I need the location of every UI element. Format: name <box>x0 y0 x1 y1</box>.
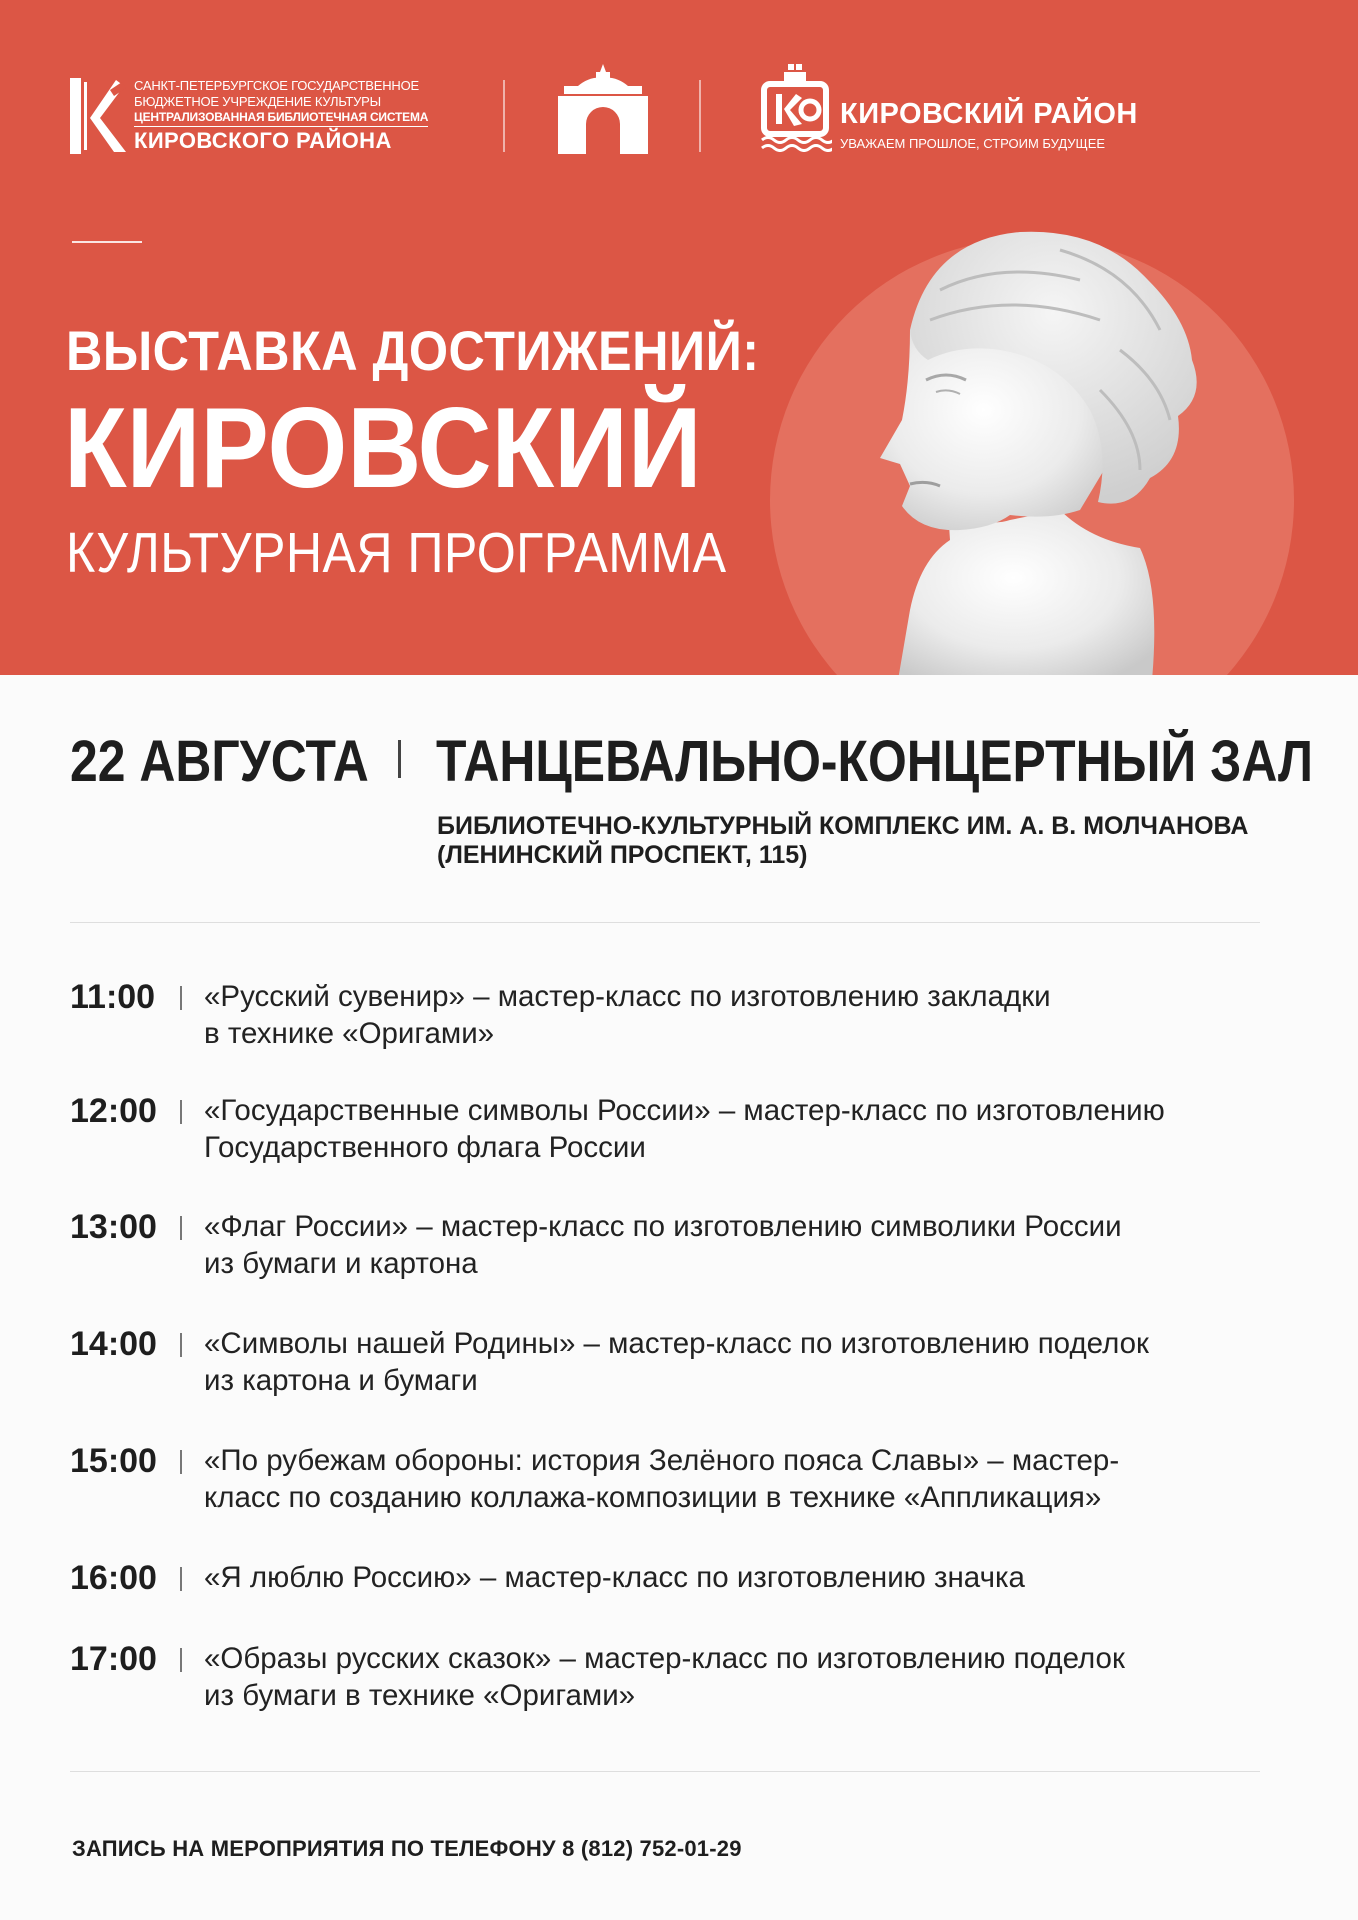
description-line: «Русский сувенир» – мастер-класс по изготовлению закладки <box>204 980 1051 1013</box>
district-logo <box>758 64 1158 156</box>
main-title: КИРОВСКИЙ <box>64 385 702 512</box>
district-name: КИРОВСКИЙ РАЙОН <box>840 98 1138 130</box>
library-system-logo <box>70 76 440 156</box>
description-line: «По рубежам обороны: история Зелёного пояса Славы» – мастер- <box>204 1444 1120 1477</box>
description-line: Государственного флага России <box>204 1131 646 1164</box>
program-subtitle: КУЛЬТУРНАЯ ПРОГРАММА <box>66 521 727 585</box>
venue-address: (ЛЕНИНСКИЙ ПРОСПЕКТ, 115) <box>437 841 808 869</box>
event-venue: ТАНЦЕВАЛЬНО-КОНЦЕРТНЫЙ ЗАЛ <box>436 729 1314 794</box>
description-line: в технике «Оригами» <box>204 1017 495 1050</box>
logo-line-4: КИРОВСКОГО РАЙОНА <box>134 128 392 153</box>
logo-line-3: ЦЕНТРАЛИЗОВАННАЯ БИБЛИОТЕЧНАЯ СИСТЕМА <box>134 110 428 127</box>
divider <box>180 1216 182 1240</box>
hero-banner <box>0 0 1358 675</box>
divider <box>180 1333 182 1357</box>
statue-bust-image <box>760 210 1300 675</box>
schedule-description <box>204 1559 1294 1596</box>
schedule-description <box>204 978 1294 1052</box>
schedule-description <box>204 1092 1294 1166</box>
schedule-time: 17:00 <box>70 1640 157 1678</box>
exhibition-title: ВЫСТАВКА ДОСТИЖЕНИЙ: <box>66 319 760 382</box>
description-line: «Флаг России» – мастер-класс по изготовлению символики России <box>204 1210 1122 1243</box>
schedule-time: 13:00 <box>70 1208 157 1246</box>
venue-place: БИБЛИОТЕЧНО-КУЛЬТУРНЫЙ КОМПЛЕКС ИМ. А. В. МОЛЧАНОВА <box>437 812 1249 840</box>
registration-phone: ЗАПИСЬ НА МЕРОПРИЯТИЯ ПО ТЕЛЕФОНУ 8 (812) 752-01-29 <box>72 1836 742 1861</box>
divider <box>398 740 401 778</box>
event-date: 22 АВГУСТА <box>70 729 369 794</box>
schedule-description <box>204 1442 1294 1516</box>
logo-line-1: САНКТ-ПЕТЕРБУРГСКОЕ ГОСУДАРСТВЕННОЕ <box>134 78 419 93</box>
divider <box>180 986 182 1010</box>
schedule-description <box>204 1208 1294 1282</box>
district-emblem-icon <box>758 64 832 152</box>
schedule-time: 12:00 <box>70 1092 157 1130</box>
schedule-time: 16:00 <box>70 1559 157 1597</box>
schedule-time: 15:00 <box>70 1442 157 1480</box>
schedule-description <box>204 1640 1294 1714</box>
triumphal-arch-icon <box>558 62 648 154</box>
schedule-description <box>204 1325 1294 1399</box>
logo-divider <box>503 80 505 152</box>
description-line: «Я люблю Россию» – мастер-класс по изготовлению значка <box>204 1561 1025 1594</box>
schedule-time: 14:00 <box>70 1325 157 1363</box>
schedule-time: 11:00 <box>70 978 156 1016</box>
divider <box>180 1567 182 1591</box>
logo-divider <box>699 80 701 152</box>
divider <box>180 1648 182 1672</box>
library-k-logo-icon <box>70 78 128 154</box>
district-slogan: УВАЖАЕМ ПРОШЛОЕ, СТРОИМ БУДУЩЕЕ <box>840 136 1106 151</box>
divider <box>180 1100 182 1124</box>
description-line: класс по созданию коллажа-композиции в технике «Аппликация» <box>204 1481 1102 1514</box>
description-line: «Образы русских сказок» – мастер-класс по изготовлению поделок <box>204 1642 1125 1675</box>
separator-line <box>70 1771 1260 1772</box>
logo-line-2: БЮДЖЕТНОЕ УЧРЕЖДЕНИЕ КУЛЬТУРЫ <box>134 94 381 109</box>
divider <box>180 1450 182 1474</box>
description-line: из бумаги в технике «Оригами» <box>204 1679 636 1712</box>
description-line: «Символы нашей Родины» – мастер-класс по изготовлению поделок <box>204 1327 1149 1360</box>
description-line: из бумаги и картона <box>204 1247 478 1280</box>
event-header <box>70 728 1314 794</box>
description-line: из картона и бумаги <box>204 1364 478 1397</box>
decorative-line <box>72 241 142 243</box>
description-line: «Государственные символы России» – мастер-класс по изготовлению <box>204 1094 1165 1127</box>
separator-line <box>70 922 1260 923</box>
